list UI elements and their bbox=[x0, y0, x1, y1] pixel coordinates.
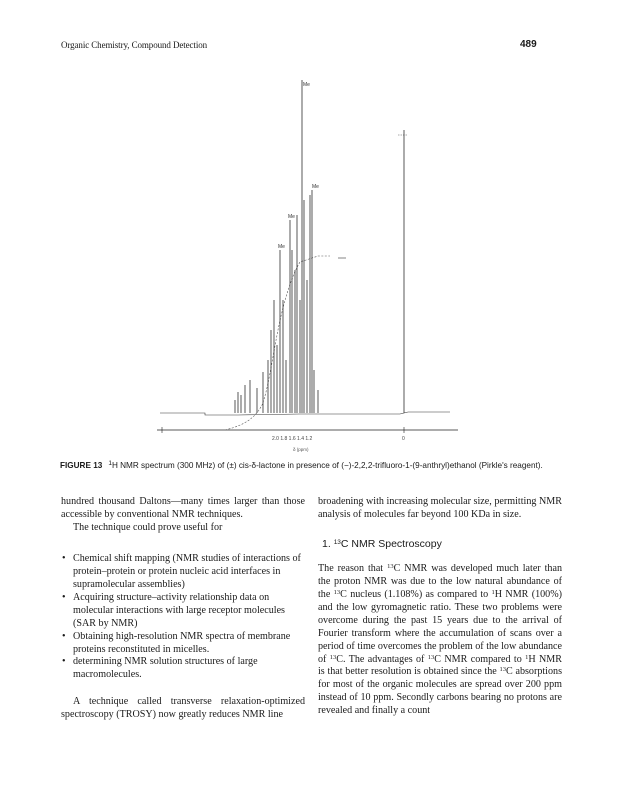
spectrum-baseline bbox=[160, 412, 450, 415]
figure-caption bbox=[60, 460, 560, 471]
running-title: Organic Chemistry, Compound Detection bbox=[61, 40, 208, 50]
svg-text:Me: Me bbox=[288, 214, 295, 220]
figure-label: FIGURE 13 bbox=[60, 461, 103, 470]
svg-text:Me: Me bbox=[303, 82, 310, 88]
svg-text:Me: Me bbox=[312, 184, 319, 190]
list-item: • determining NMR solution structures of large macromolecules. bbox=[61, 656, 305, 682]
section-title: C NMR Spectroscopy bbox=[340, 537, 442, 550]
left-column bbox=[61, 496, 305, 722]
trosy-paragraph: A technique called transverse relaxation-optimized spectroscopy (TROSY) now greatly reduces NMR line bbox=[61, 696, 305, 721]
section-heading: 1. $^{13}$C NMR Spectroscopy bbox=[322, 537, 442, 550]
right-column bbox=[318, 496, 562, 718]
axis-tick-labels: 2.0 1.8 1.6 1.4 1.2 bbox=[272, 436, 313, 442]
axis-unit-label: δ (ppm) bbox=[293, 447, 309, 452]
peak-cluster bbox=[235, 80, 404, 413]
bullet-list bbox=[61, 553, 305, 683]
list-item: • Chemical shift mapping (NMR studies of interactions of protein–protein or protein nucleic acid interfaces in supramolecular assemblies) bbox=[61, 553, 305, 592]
caption-text: H NMR spectrum (300 MHz) of (±) cis-δ-lactone in presence of (−)-2,2,2-trifluoro-1-(9-anthryl)ethanol (Pirkle's reagent). bbox=[111, 461, 543, 470]
continuation-paragraph: broadening with increasing molecular size, permitting NMR analysis of molecules far beyond 100 KDa in size. bbox=[318, 496, 562, 520]
list-item: • Acquiring structure–activity relationship data on molecular interactions with large receptor molecules (SAR by NMR) bbox=[61, 592, 305, 631]
axis-tick-zero: 0 bbox=[402, 436, 405, 442]
intro-paragraph: hundred thousand Daltons—many times larger than those accessible by conventional NMR techniques. bbox=[61, 496, 305, 520]
svg-text:Me: Me bbox=[278, 244, 285, 250]
c13-paragraph: The reason that $^{13}$C NMR was developed much later than the proton NMR was due to the low natural abundance of the $^{13}$C nucleus (1.108%) as compared to $^1$H NMR (100%) and the low gyromagnetic ratio. These two problems were overcome during the past 15 years due to the arrival of Fourier transform where the accumulation of scans over a period of time overcomes the problem of the low abundance of $^{13}$C. The advantages of $^{13}$C NMR compared to $^1$H NMR is that better resolution is obtained since the $^{13}$C absorptions for most of the organic molecules are spread over 200 ppm instead of 10 ppm. Secondly carbons bearing no protons are revealed and finally a count bbox=[318, 562, 563, 717]
section-number: 1. bbox=[322, 537, 331, 550]
caption-superscript: 1 bbox=[108, 460, 112, 467]
intro-paragraph-2: The technique could prove useful for bbox=[73, 521, 223, 533]
page-number: 489 bbox=[520, 39, 537, 50]
list-item: • Obtaining high-resolution NMR spectra of membrane proteins reconstituted in micelles. bbox=[61, 631, 305, 657]
